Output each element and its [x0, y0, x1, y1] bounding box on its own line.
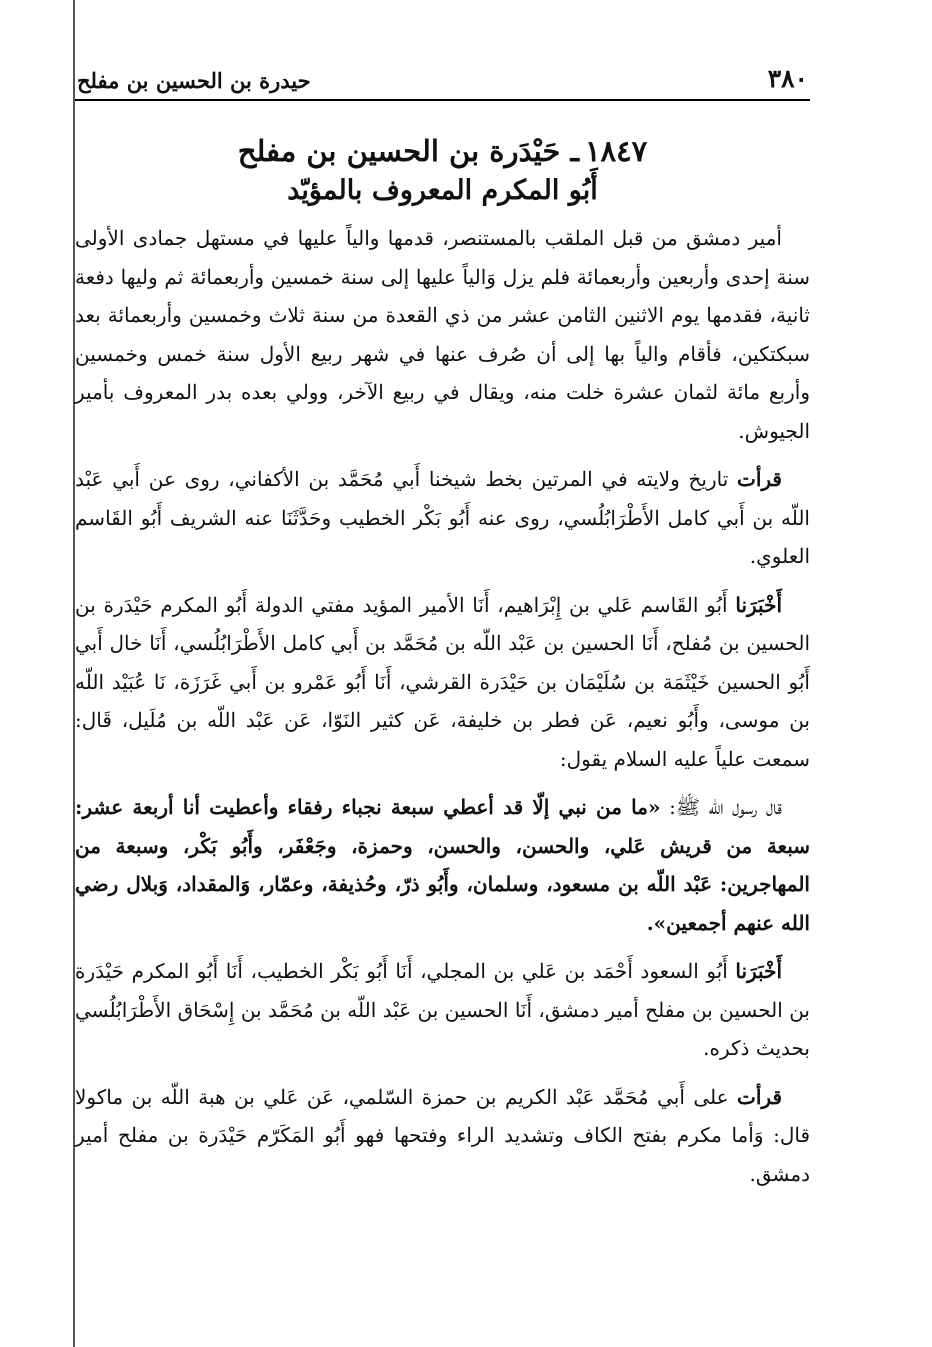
paragraph-lead: أَخْبَرَنا: [735, 959, 783, 983]
paragraph-lead: قرأت: [737, 467, 782, 491]
page: [75, 55, 810, 1203]
paragraph-text: قال رسول الله ﷺ:: [669, 795, 782, 819]
entry-title: [75, 131, 810, 171]
page-number: ٣٨٠: [767, 64, 808, 93]
paragraph-text: أمير دمشق من قبل الملقب بالمستنصر، قدمها والياً عليها في مستهل جمادى الأولى سنة إحدى وأربعين وأربعمائة فلم يزل وَالياً عليها إلى سنة خمسين وأربعمائة ثم وليها دفعة ثانية، فقدمها يوم الاثنين الثامن عشر من ذي القعدة من سنة ثلاث وخمسين وأربعمائة بعد سبكتكين، فأقام والياً بها إلى أن صُرف عنها في شهر ربيع الأول سنة خمس وخمسين وأربع مائة لثمان عشرة خلت منه، ويقال في ربيع الآخر، وولي بعده بدر المعروف بأمير الجيوش.: [75, 226, 810, 443]
paragraph-lead: قرأت: [737, 1084, 783, 1109]
entry-number: ١٨٤٧: [584, 134, 648, 168]
paragraph-text: أَبُو القَاسم عَلي بن إِبْرَاهيم، أَنَا الأمير المؤيد مفتي الدولة أَبُو المكرم حَيْدَرة بن الحسين بن مُفلح، أَنَا الحسين بن عَبْد اللّه بن مُحَمَّد بن أَبي كامل الأَطْرَابُلُسي، أَنَا خال أَبي أَبُو الحسين خَيْثَمَة بن سُلَيْمَان بن حَيْدَرة القرشي، أَنَا أَبُو عَمْرو بن أَبي غَرَزَة، نَا عُبَيْد اللّه بن موسى، وأَبُو نعيم، عَن فطر بن خليفة، عَن كثير النَوّا، عَن عَبْد اللّه بن مُلَيل، قَال: سمعت علياً عليه السلام يقول:: [75, 592, 810, 771]
paragraph-qara-at-2: [75, 1078, 810, 1194]
paragraph-text: على أَبي مُحَمَّد عَبْد الكريم بن حمزة السّلمي، عَن عَلي بن هبة اللّه بن ماكولا قال: وَأما مكرم بفتح الكاف وتشديد الراء وفتحها فهو أَبُو المَكَرّم حَيْدَرة بن مفلح أمير دمشق.: [75, 1084, 810, 1186]
paragraph-qara-at-1: [75, 460, 810, 576]
paragraph-akhbarana-2: [75, 952, 810, 1068]
entry-title-text: ـ حَيْدَرة بن الحسين بن مفلح: [237, 134, 579, 168]
running-title: حيدرة بن الحسين بن مفلح: [77, 68, 311, 93]
paragraph-hadith: [75, 788, 810, 942]
paragraph-text: تاريخ ولايته في المرتين بخط شيخنا أَبي مُحَمَّد بن الأكفاني، روى عن أَبي عَبْد اللّه بن أَبي كامل الأَطْرَابُلُسي، روى عنه أَبُو بَكْر الخطيب وحَدَّثَنَا عنه الشريف أَبُو القَاسم العلوي.: [75, 467, 810, 568]
paragraph-lead: أَخْبَرَنا: [735, 592, 783, 617]
running-head: [75, 55, 810, 101]
paragraph-akhbarana-1: [75, 586, 810, 779]
entry-subtitle: أَبُو المكرم المعروف بالمؤيّد: [287, 175, 598, 206]
paragraph-text: أَبُو السعود أَحْمَد بن عَلي بن المجلي، أَنَا أَبُو بَكْر الخطيب، أَنَا أَبُو المكرم حَيْدَرة بن الحسين بن مفلح أمير دمشق، أَنَا الحسين بن عَبْد اللّه بن مُحَمَّد بن إِسْحَاق الأَطْرَابُلُسي بحديث ذكره.: [75, 959, 810, 1060]
hadith-quote: «ما من نبي إلّا قد أعطي سبعة نجباء رفقاء وأعطيت أنا أربعة عشر: سبعة من قريش عَلي، والحسن، والحسن، وحمزة، وجَعْفَر، وأَبُو بَكْر، وسبعة من المهاجرين: عَبْد اللّه بن مسعود، وسلمان، وأَبُو ذرّ، وحُذيفة، وعمّار، وَالمقداد، وَبلال رضي الله عنهم أجمعين».: [75, 795, 810, 935]
paragraph-intro: [75, 219, 810, 450]
